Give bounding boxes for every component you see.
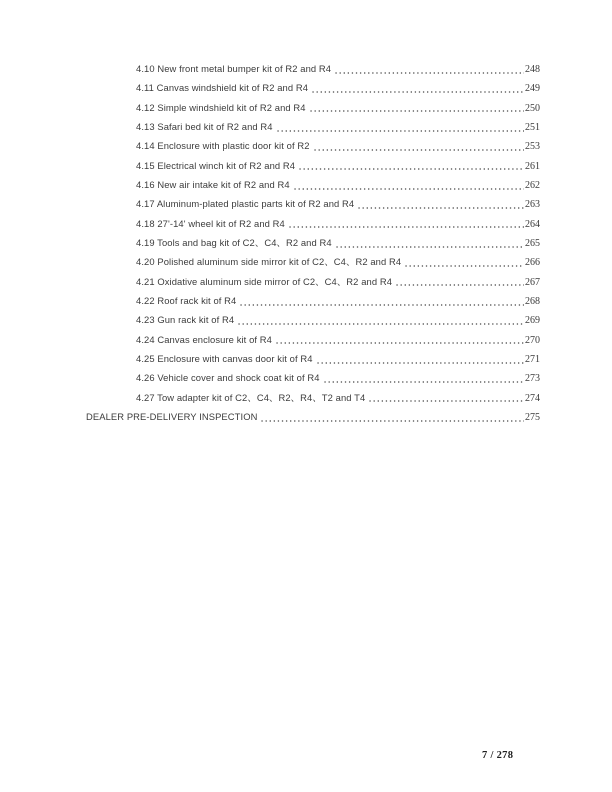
toc-entry-page: 266 <box>525 257 540 269</box>
toc-entry-page: 265 <box>525 237 540 249</box>
toc-entry-label: 4.27 Tow adapter kit of C2、C4、R2、R4、T2 and T4 <box>136 391 366 403</box>
toc-entry-page: 248 <box>525 64 540 75</box>
toc-entry-label: 4.24 Canvas enclosure kit of R4 <box>136 333 272 345</box>
toc-entry[interactable] <box>0 175 612 194</box>
toc-entry[interactable] <box>0 349 612 368</box>
dot-leader <box>316 349 524 368</box>
toc-entry[interactable] <box>0 156 612 175</box>
dot-leader <box>239 291 524 310</box>
toc-entry-label: DEALER PRE-DELIVERY INSPECTION <box>86 410 258 422</box>
toc-entry-label: 4.11 Canvas windshield kit of R2 and R4 <box>136 82 309 94</box>
toc-entry[interactable] <box>0 330 612 349</box>
toc-entry-label: 4.15 Electrical winch kit of R2 and R4 <box>136 159 296 171</box>
toc-entry[interactable] <box>0 214 612 233</box>
toc-entry[interactable] <box>0 272 612 291</box>
dot-leader <box>276 117 524 136</box>
toc-entry-label: 4.22 Roof rack kit of R4 <box>136 294 237 306</box>
dot-leader <box>237 310 524 329</box>
toc-entry-label: 4.25 Enclosure with canvas door kit of R4 <box>136 352 313 364</box>
toc-entry-page: 274 <box>525 392 540 404</box>
toc-entry-label: 4.14 Enclosure with plastic door kit of R2 <box>136 140 310 152</box>
dot-leader <box>275 330 524 349</box>
toc-entry[interactable] <box>0 136 612 155</box>
dot-leader <box>357 194 524 213</box>
toc-entry-page: 264 <box>525 218 540 230</box>
toc-entry-page: 253 <box>525 141 540 153</box>
dot-leader <box>395 272 524 291</box>
toc-entry-label: 4.19 Tools and bag kit of C2、C4、R2 and R4 <box>136 236 332 248</box>
dot-leader <box>313 136 524 155</box>
dot-leader <box>368 388 524 407</box>
dot-leader <box>260 407 524 426</box>
dot-leader <box>293 175 524 194</box>
toc-entry-page: 263 <box>525 199 540 211</box>
dot-leader <box>323 368 524 387</box>
toc-entry[interactable] <box>0 98 612 117</box>
toc-entry[interactable] <box>0 388 612 407</box>
toc-entry-page: 249 <box>525 83 540 95</box>
toc-entry[interactable] <box>0 291 612 310</box>
toc-entry-label: 4.10 New front metal bumper kit of R2 and R4 <box>136 63 332 74</box>
dot-leader <box>288 214 524 233</box>
toc-entry-label: 4.20 Polished aluminum side mirror kit of C2、C4、R2 and R4 <box>136 256 402 268</box>
dot-leader <box>335 233 524 252</box>
dot-leader <box>309 98 524 117</box>
toc-entry[interactable] <box>0 233 612 252</box>
toc-entry-page: 268 <box>525 295 540 307</box>
toc-entry-label: 4.26 Vehicle cover and shock coat kit of R4 <box>136 372 320 384</box>
dot-leader <box>311 78 524 97</box>
toc-entry[interactable] <box>0 59 612 78</box>
toc-entry-page: 250 <box>525 102 540 114</box>
toc-entry-label: 4.18 27'-14' wheel kit of R2 and R4 <box>136 217 285 229</box>
table-of-contents <box>0 59 612 426</box>
toc-entry[interactable] <box>0 407 612 426</box>
toc-entry[interactable] <box>0 78 612 97</box>
toc-entry[interactable] <box>0 252 612 271</box>
dot-leader <box>298 156 524 175</box>
toc-entry-label: 4.21 Oxidative aluminum side mirror of C2、C4、R2 and R4 <box>136 275 393 287</box>
toc-entry-page: 251 <box>525 121 540 133</box>
toc-entry[interactable] <box>0 310 612 329</box>
toc-entry-page: 267 <box>525 276 540 288</box>
toc-entry[interactable] <box>0 117 612 136</box>
toc-entry-label: 4.16 New air intake kit of R2 and R4 <box>136 178 290 190</box>
toc-entry-label: 4.17 Aluminum-plated plastic parts kit of R2 and R4 <box>136 198 355 210</box>
toc-entry[interactable] <box>0 194 612 213</box>
toc-entry-label: 4.12 Simple windshield kit of R2 and R4 <box>136 101 306 113</box>
toc-entry[interactable] <box>0 368 612 387</box>
toc-entry-page: 261 <box>525 160 540 172</box>
toc-entry-page: 271 <box>525 353 540 365</box>
toc-entry-page: 269 <box>525 315 540 327</box>
toc-entry-page: 273 <box>525 373 540 385</box>
page-number-footer: 7 / 278 <box>482 750 514 761</box>
dot-leader <box>404 252 524 271</box>
toc-entry-label: 4.13 Safari bed kit of R2 and R4 <box>136 120 273 132</box>
dot-leader <box>334 59 524 78</box>
toc-entry-label: 4.23 Gun rack kit of R4 <box>136 314 235 326</box>
toc-entry-page: 275 <box>525 411 540 423</box>
toc-entry-page: 270 <box>525 334 540 346</box>
toc-entry-page: 262 <box>525 179 540 191</box>
